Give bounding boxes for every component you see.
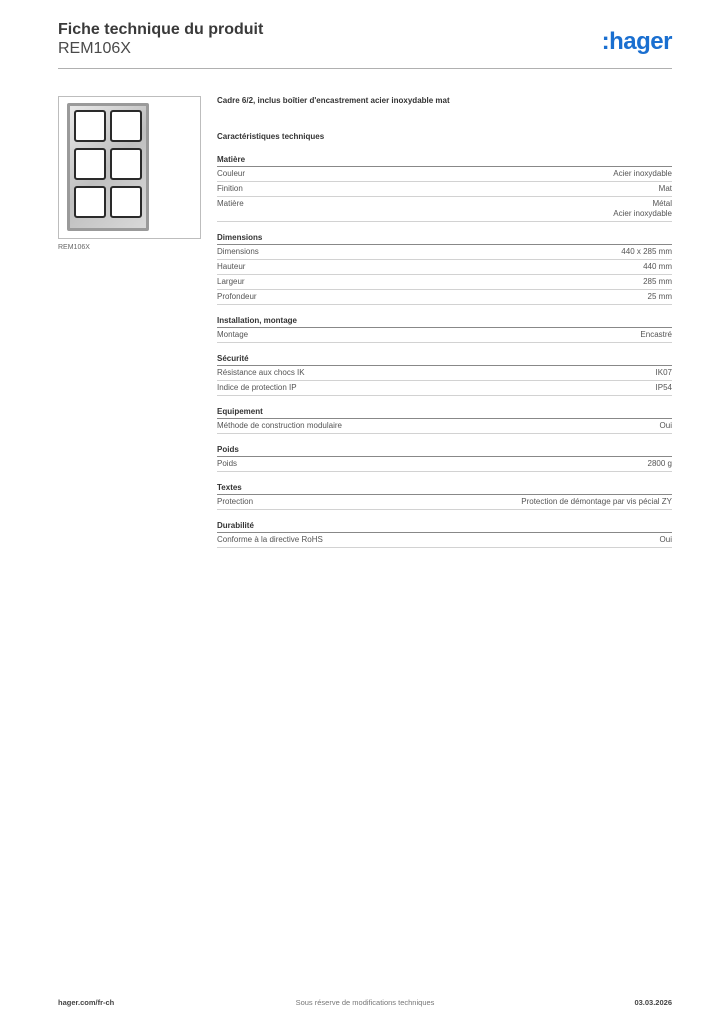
spec-value: Oui: [659, 421, 672, 430]
spec-row: [217, 419, 672, 434]
spec-row: [217, 366, 672, 381]
spec-row: [217, 182, 672, 197]
spec-value: 285 mm: [643, 277, 672, 286]
spec-content: [217, 95, 672, 558]
product-image: [58, 96, 201, 239]
spec-row: [217, 328, 672, 343]
spec-row: [217, 197, 672, 222]
section-heading: Matière: [217, 154, 672, 167]
spec-label: Poids: [217, 459, 238, 468]
spec-value: 440 x 285 mm: [621, 247, 672, 256]
page-header: [58, 20, 672, 70]
page-title: Fiche technique du produit: [58, 21, 264, 38]
spec-row: [217, 533, 672, 548]
section-heading: Equipement: [217, 406, 672, 419]
section-heading: Installation, montage: [217, 315, 672, 328]
footer-website[interactable]: hager.com/fr-ch: [58, 998, 115, 1007]
spec-value: 2800 g: [647, 459, 672, 468]
image-caption: REM106X: [58, 244, 90, 251]
spec-label: Dimensions: [217, 247, 259, 256]
spec-section: [217, 520, 672, 548]
spec-label: Méthode de construction modulaire: [217, 421, 342, 430]
spec-label: Montage: [217, 330, 249, 339]
spec-value: Oui: [659, 535, 672, 544]
spec-label: Résistance aux chocs IK: [217, 368, 305, 377]
spec-row: [217, 275, 672, 290]
product-reference: REM106X: [58, 40, 131, 57]
spec-value: Protection de démontage par vis pécial ZY: [521, 497, 672, 506]
spec-section: [217, 353, 672, 396]
spec-label: Indice de protection IP: [217, 383, 297, 392]
spec-row: [217, 381, 672, 396]
spec-label: Finition: [217, 184, 243, 193]
product-description: Cadre 6/2, inclus boîtier d'encastrement acier inoxydable mat: [217, 96, 450, 105]
spec-label: Hauteur: [217, 262, 246, 271]
section-heading: Textes: [217, 482, 672, 495]
spec-value: Mat: [658, 184, 672, 193]
spec-sections: [217, 154, 672, 548]
section-heading: Dimensions: [217, 232, 672, 245]
spec-label: Profondeur: [217, 292, 257, 301]
footer-notice: Sous réserve de modifications techniques: [295, 998, 435, 1007]
footer-date: 03.03.2026: [634, 998, 672, 1007]
spec-value: IP54: [655, 383, 672, 392]
spec-section: [217, 154, 672, 222]
spec-label: Couleur: [217, 169, 246, 178]
spec-section: [217, 444, 672, 472]
section-heading: Durabilité: [217, 520, 672, 533]
section-heading: Sécurité: [217, 353, 672, 366]
spec-value: 25 mm: [647, 292, 672, 301]
spec-row: [217, 457, 672, 472]
spec-label: Largeur: [217, 277, 245, 286]
spec-value: Métal Acier inoxydable: [613, 199, 672, 218]
characteristics-title: Caractéristiques techniques: [217, 132, 325, 141]
section-heading: Poids: [217, 444, 672, 457]
frame-illustration: [67, 103, 149, 231]
hager-logo: :hager: [601, 28, 672, 55]
spec-value: Acier inoxydable: [613, 169, 672, 178]
spec-label: Protection: [217, 497, 254, 506]
spec-row: [217, 495, 672, 510]
spec-row: [217, 260, 672, 275]
spec-section: [217, 482, 672, 510]
spec-row: [217, 290, 672, 305]
spec-section: [217, 406, 672, 434]
spec-row: [217, 245, 672, 260]
spec-row: [217, 167, 672, 182]
spec-value: IK07: [655, 368, 672, 377]
spec-section: [217, 315, 672, 343]
header-divider: [58, 68, 672, 69]
spec-value: 440 mm: [643, 262, 672, 271]
spec-section: [217, 232, 672, 305]
spec-value: Encastré: [640, 330, 672, 339]
spec-label: Conforme à la directive RoHS: [217, 535, 323, 544]
spec-label: Matière: [217, 199, 244, 208]
